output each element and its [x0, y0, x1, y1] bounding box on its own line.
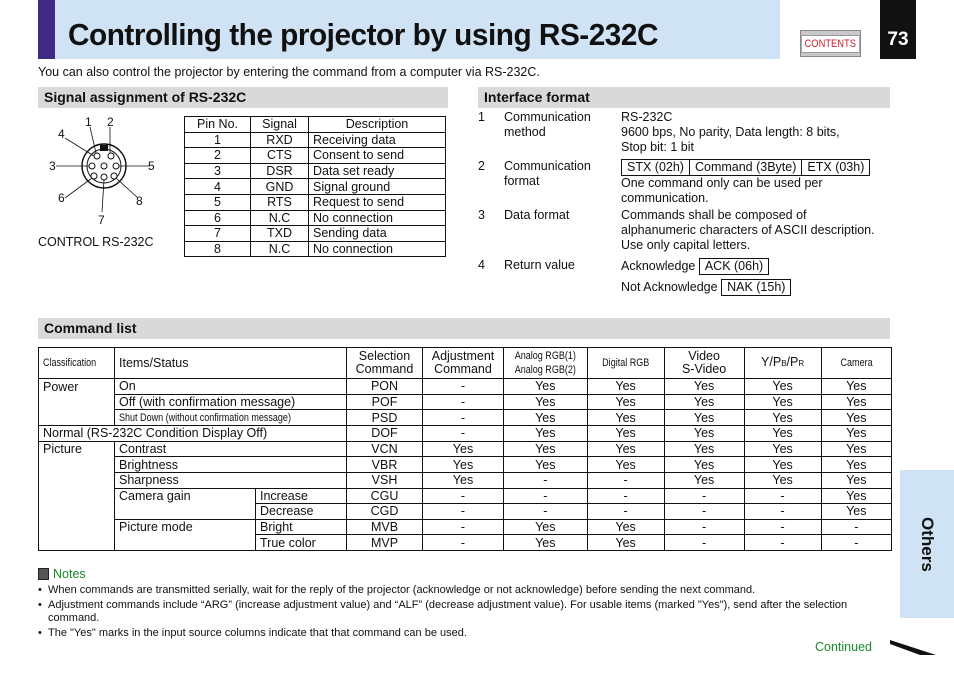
value-cell: Yes [504, 457, 588, 473]
group-spacer [39, 488, 115, 504]
value-cell: Yes [744, 426, 821, 442]
item-cell: On [115, 379, 347, 395]
list-item: • The "Yes" marks in the input source columns indicate that that command can be used. [38, 627, 878, 641]
command-cell: VSH [347, 472, 423, 488]
col-video: Video S-Video [664, 348, 744, 379]
item-label: Communication format [504, 159, 591, 188]
pin-label-4: 4 [58, 127, 65, 141]
item-cell: True color [256, 535, 347, 551]
value-cell: - [664, 535, 744, 551]
value-cell: Yes [664, 379, 744, 395]
group-spacer [39, 394, 115, 410]
pin-cell: 4 [185, 179, 251, 195]
col-adjustment: Adjustment Command [423, 348, 504, 379]
signal-cell: N.C [251, 241, 309, 257]
command-cell: POF [347, 394, 423, 410]
group-spacer [39, 535, 115, 551]
command-cell: DOF [347, 426, 423, 442]
value-cell: Yes [664, 394, 744, 410]
value-cell: Yes [587, 519, 664, 535]
interface-item-method [478, 110, 898, 159]
value-cell: Yes [664, 457, 744, 473]
value-cell: Yes [504, 535, 588, 551]
value-cell: - [504, 472, 588, 488]
item-cell: Increase [256, 488, 347, 504]
group-spacer [39, 504, 115, 520]
value-cell: - [587, 504, 664, 520]
pin-label-1: 1 [85, 115, 92, 129]
contents-label: CONTENTS [801, 35, 859, 53]
pin-label-8: 8 [136, 194, 143, 208]
value-cell: Yes [744, 410, 821, 426]
item-number: 3 [478, 208, 485, 222]
value-cell: - [423, 410, 504, 426]
table-row [39, 441, 892, 457]
command-cell: VBR [347, 457, 423, 473]
list-item: • Adjustment commands include “ARG” (increase adjustment value) and “ALF” (decrease adjustment value). For usable items (marked "Yes"), send after the selection command. [38, 599, 878, 626]
value-cell: Yes [504, 426, 588, 442]
interface-item-data-format [478, 208, 898, 257]
col-camera: Camera [821, 348, 891, 379]
pin-cell: 2 [185, 148, 251, 164]
col-classification: Classification [39, 348, 115, 379]
pin-7 [101, 174, 107, 180]
command-list-table [38, 347, 892, 551]
pin-4 [101, 163, 107, 169]
value-cell: - [587, 472, 664, 488]
page-number: 73 [880, 0, 916, 59]
pin-assignment-table [184, 116, 446, 257]
table-header-row [39, 348, 892, 379]
signal-cell: RTS [251, 194, 309, 210]
command-cell: PSD [347, 410, 423, 426]
value-cell: - [664, 519, 744, 535]
item-cell: Off (with confirmation message) [115, 394, 347, 410]
table-row [39, 472, 892, 488]
item-line: Use only capital letters. [621, 238, 751, 252]
command-cell: CGU [347, 488, 423, 504]
table-row [185, 163, 446, 179]
value-cell: Yes [744, 379, 821, 395]
value-cell: Yes [587, 379, 664, 395]
connector-key [100, 145, 108, 151]
intro-text: You can also control the projector by entering the command from a computer via RS-232C. [38, 65, 540, 79]
pin-cell: 3 [185, 163, 251, 179]
group-spacer [39, 457, 115, 473]
contents-button[interactable] [800, 30, 861, 57]
signal-cell: DSR [251, 163, 309, 179]
value-cell: - [423, 488, 504, 504]
value-cell: - [744, 504, 821, 520]
item-line: RS-232C [621, 110, 673, 124]
table-row [39, 519, 892, 535]
col-selection: Selection Command [347, 348, 423, 379]
command-list-heading: Command list [38, 318, 890, 339]
table-row [39, 394, 892, 410]
group-spacer [39, 410, 115, 426]
nak-box: NAK (15h) [721, 279, 791, 296]
value-cell: Yes [821, 394, 891, 410]
title-accent [38, 0, 55, 59]
command-cell: MVB [347, 519, 423, 535]
command-cell: MVP [347, 535, 423, 551]
description-cell: Signal ground [309, 179, 446, 195]
value-cell: - [423, 535, 504, 551]
pin-1 [94, 153, 100, 159]
pin-cell: 6 [185, 210, 251, 226]
page-title: Controlling the projector by using RS-232C [68, 17, 658, 52]
description-cell: Request to send [309, 194, 446, 210]
col-ypbpr: Y/PB/PR [744, 348, 821, 379]
table-row [185, 132, 446, 148]
signal-cell: GND [251, 179, 309, 195]
value-cell: Yes [587, 535, 664, 551]
description-cell: Sending data [309, 226, 446, 242]
value-cell: - [664, 504, 744, 520]
item-number: 2 [478, 159, 485, 173]
value-cell: - [821, 535, 891, 551]
pin-label-6: 6 [58, 191, 65, 205]
value-cell: Yes [821, 457, 891, 473]
value-cell: Yes [504, 410, 588, 426]
value-cell: Yes [587, 426, 664, 442]
item-cell: Shut Down (without confirmation message) [115, 410, 347, 426]
value-cell: - [423, 379, 504, 395]
value-cell: Yes [744, 457, 821, 473]
value-cell: Yes [821, 426, 891, 442]
item-cell: Brightness [115, 457, 347, 473]
value-cell: Yes [744, 472, 821, 488]
pin-cell: 8 [185, 241, 251, 257]
value-cell: Yes [587, 441, 664, 457]
group-spacer [39, 472, 115, 488]
signal-heading: Signal assignment of RS-232C [38, 87, 448, 108]
pin-cell: 7 [185, 226, 251, 242]
col-digital-rgb: Digital RGB [587, 348, 664, 379]
value-cell: Yes [664, 426, 744, 442]
value-cell: Yes [587, 394, 664, 410]
item-cell: Contrast [115, 441, 347, 457]
interface-heading: Interface format [478, 87, 890, 108]
connector-pins [89, 153, 119, 180]
stx-box: STX (02h) [621, 159, 690, 176]
value-cell: Yes [423, 457, 504, 473]
item-number: 4 [478, 258, 485, 272]
pin-cell: 5 [185, 194, 251, 210]
item-cell: Sharpness [115, 472, 347, 488]
value-cell: Yes [821, 441, 891, 457]
value-cell: Yes [504, 519, 588, 535]
pin-2 [108, 153, 114, 159]
command-cell: CGD [347, 504, 423, 520]
etx-box: ETX (03h) [802, 159, 870, 176]
description-cell: No connection [309, 210, 446, 226]
value-cell: - [423, 504, 504, 520]
value-cell: Yes [821, 379, 891, 395]
command-cell: PON [347, 379, 423, 395]
value-cell: Yes [744, 441, 821, 457]
interface-item-format [478, 159, 898, 208]
value-cell: Yes [423, 472, 504, 488]
table-header-row [185, 117, 446, 133]
table-row [39, 457, 892, 473]
continued-link[interactable]: Continued [815, 640, 872, 654]
value-cell: Yes [821, 472, 891, 488]
value-cell: - [744, 535, 821, 551]
table-row [39, 488, 892, 504]
notes-list [38, 584, 878, 641]
format-frame [621, 159, 898, 176]
item-label: Return value [504, 258, 575, 272]
interface-format-list [478, 110, 898, 298]
ack-label: Acknowledge [621, 259, 696, 273]
rs232c-connector-diagram [50, 116, 165, 226]
pin-3 [89, 163, 95, 169]
side-tab-others[interactable] [900, 470, 954, 618]
table-row [185, 148, 446, 164]
notebook-icon [38, 568, 49, 580]
value-cell: Yes [587, 457, 664, 473]
value-cell: - [587, 488, 664, 504]
value-cell: Yes [504, 379, 588, 395]
interface-item-return [478, 258, 898, 298]
signal-cell: RXD [251, 132, 309, 148]
description-cell: No connection [309, 241, 446, 257]
value-cell: - [423, 426, 504, 442]
notes-title [38, 567, 86, 581]
value-cell: Yes [504, 441, 588, 457]
item-cell: Bright [256, 519, 347, 535]
value-cell: - [664, 488, 744, 504]
table-row [185, 241, 446, 257]
item-line: communication. [621, 191, 709, 205]
table-row [185, 210, 446, 226]
list-item: • When commands are transmitted serially, wait for the reply of the projector (acknowledge or not acknowledge) before sending the next command. [38, 584, 878, 598]
table-row [39, 504, 892, 520]
group-normal: Normal (RS-232C Condition Display Off) [39, 426, 347, 442]
notes-title-text: Notes [53, 567, 86, 581]
group-picture: Picture [39, 441, 115, 457]
group-spacer [39, 519, 115, 535]
item-line: alphanumeric characters of ASCII description. [621, 223, 875, 237]
col-analog-rgb: Analog RGB(1) Analog RGB(2) [504, 348, 588, 379]
item-line: Stop bit: 1 bit [621, 140, 694, 154]
continued-arrow-icon[interactable] [890, 640, 936, 656]
group-picture-mode: Picture mode [115, 519, 256, 535]
command-box: Command (3Byte) [690, 159, 802, 176]
table-row [39, 410, 892, 426]
ack-box: ACK (06h) [699, 258, 769, 275]
description-cell: Receiving data [309, 132, 446, 148]
description-cell: Consent to send [309, 148, 446, 164]
value-cell: - [423, 394, 504, 410]
col-pin: Pin No. [185, 117, 251, 133]
item-line: One command only can be used per [621, 176, 823, 190]
value-cell: Yes [664, 410, 744, 426]
value-cell: - [504, 504, 588, 520]
description-cell: Data set ready [309, 163, 446, 179]
group-spacer [115, 504, 256, 520]
table-row [39, 426, 892, 442]
item-label: Communication method [504, 110, 591, 139]
item-label: Data format [504, 208, 570, 222]
value-cell: Yes [504, 394, 588, 410]
value-cell: - [504, 488, 588, 504]
col-items: Items/Status [115, 348, 347, 379]
value-cell: Yes [664, 472, 744, 488]
group-power: Power [39, 379, 115, 395]
item-number: 1 [478, 110, 485, 124]
value-cell: Yes [821, 504, 891, 520]
connector-caption: CONTROL RS-232C [38, 235, 154, 249]
value-cell: Yes [423, 441, 504, 457]
side-tab-label: Others [918, 516, 937, 572]
value-cell: - [423, 519, 504, 535]
value-cell: Yes [664, 441, 744, 457]
item-line: Commands shall be composed of [621, 208, 807, 222]
value-cell: - [744, 519, 821, 535]
nak-label: Not Acknowledge [621, 280, 718, 294]
signal-cell: TXD [251, 226, 309, 242]
signal-cell: CTS [251, 148, 309, 164]
group-spacer [115, 535, 256, 551]
pin-5 [113, 163, 119, 169]
value-cell: Yes [744, 394, 821, 410]
value-cell: Yes [821, 488, 891, 504]
pin-cell: 1 [185, 132, 251, 148]
table-row [39, 379, 892, 395]
value-cell: Yes [821, 410, 891, 426]
table-row [39, 535, 892, 551]
pin-label-2: 2 [107, 115, 114, 129]
col-signal: Signal [251, 117, 309, 133]
table-row [185, 179, 446, 195]
signal-cell: N.C [251, 210, 309, 226]
command-cell: VCN [347, 441, 423, 457]
value-cell: - [744, 488, 821, 504]
value-cell: Yes [587, 410, 664, 426]
value-cell: - [821, 519, 891, 535]
pin-label-3: 3 [49, 159, 56, 173]
group-camera-gain: Camera gain [115, 488, 256, 504]
pin-label-5: 5 [148, 159, 155, 173]
table-row [185, 226, 446, 242]
col-description: Description [309, 117, 446, 133]
table-row [185, 194, 446, 210]
pin-label-7: 7 [98, 213, 105, 227]
item-cell: Decrease [256, 504, 347, 520]
item-line: 9600 bps, No parity, Data length: 8 bits, [621, 125, 840, 139]
